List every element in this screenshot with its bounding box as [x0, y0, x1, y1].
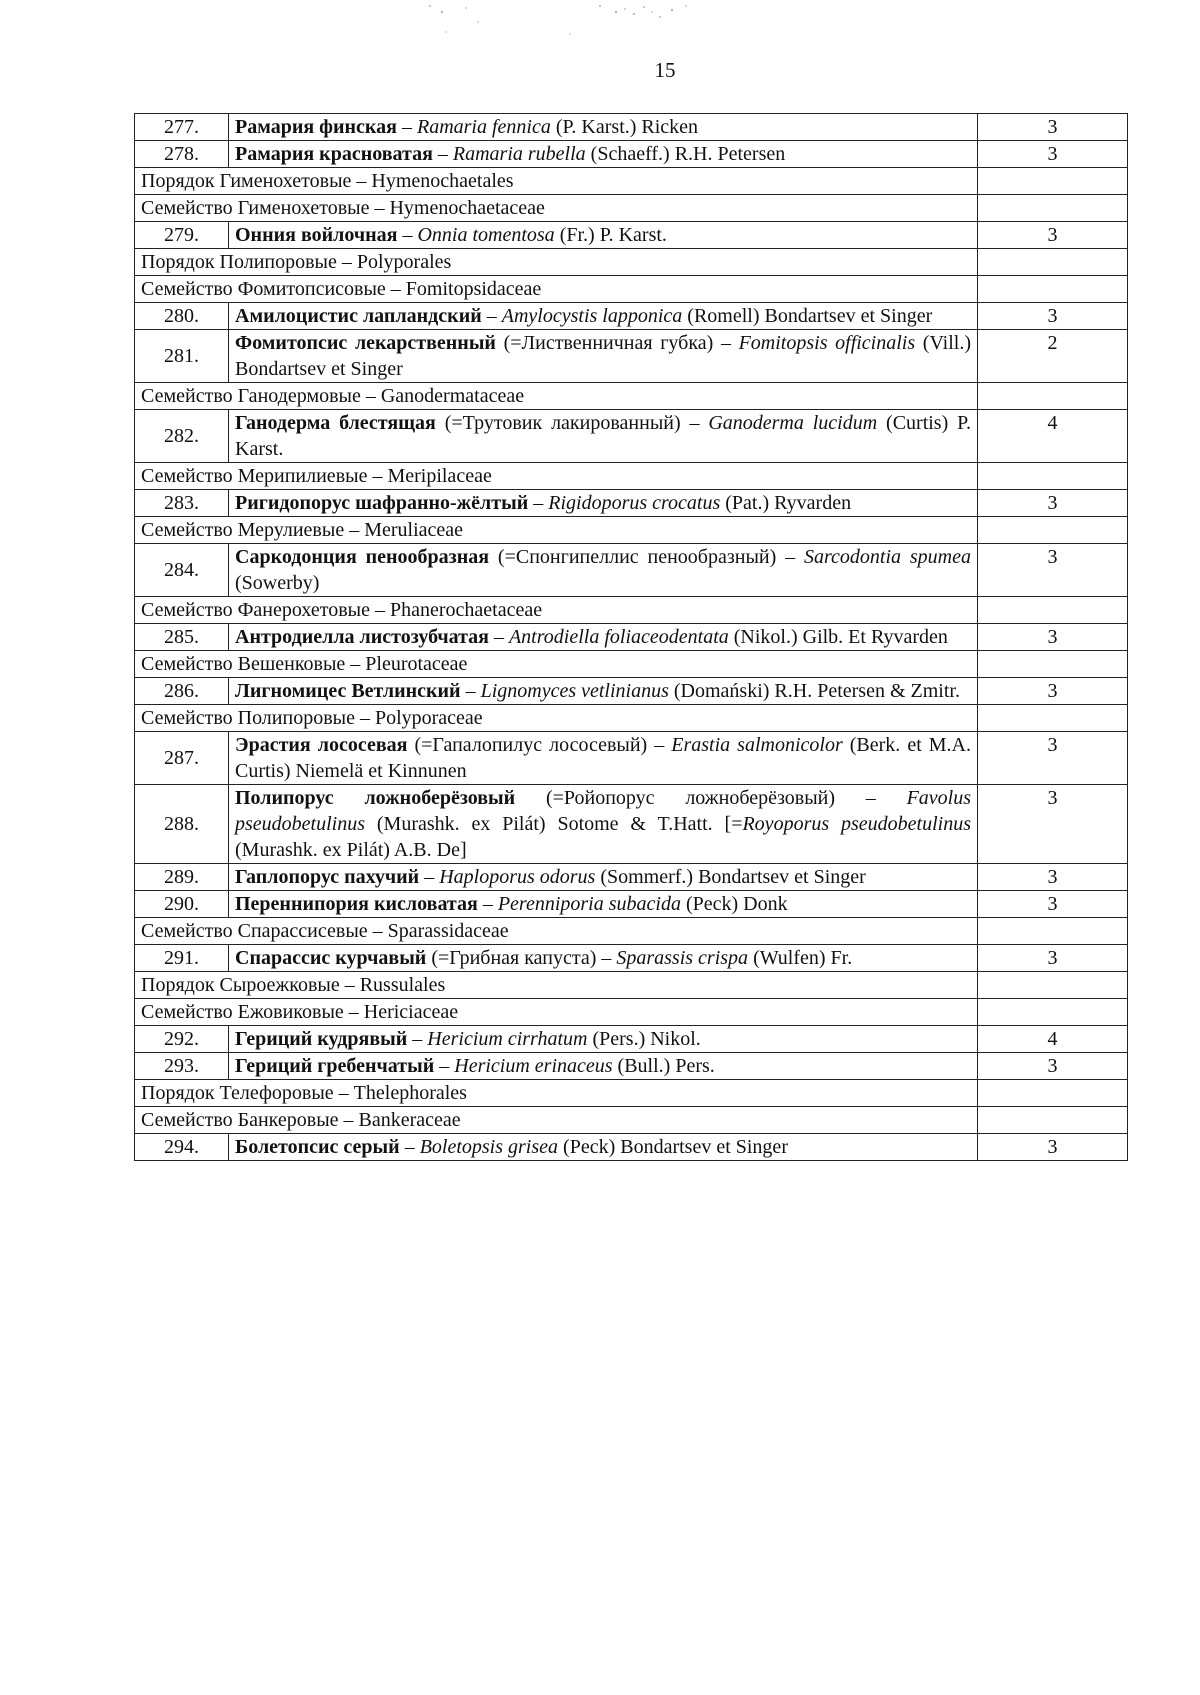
empty-category-cell [978, 168, 1128, 195]
species-name-cell [229, 678, 978, 705]
russian-name: Гериций гребенчатый [235, 1055, 435, 1077]
taxon-group-row [135, 249, 1128, 276]
species-name-cell [229, 114, 978, 141]
taxon-group-row [135, 999, 1128, 1026]
species-row [135, 1134, 1128, 1161]
name-separator: – [397, 224, 418, 246]
taxon-group-heading: Семейство Ганодермовые – Ganodermataceae [135, 383, 978, 410]
taxon-group-row [135, 1080, 1128, 1107]
taxon-group-row [135, 918, 1128, 945]
authority: (Pers.) Nikol. [587, 1028, 701, 1050]
taxon-group-row [135, 383, 1128, 410]
taxon-group-heading: Семейство Фанерохетовые – Phanerochaetaceae [135, 597, 978, 624]
empty-category-cell [978, 517, 1128, 544]
taxon-group-row [135, 597, 1128, 624]
species-number: 278. [135, 141, 229, 168]
species-table-body [135, 114, 1128, 1161]
taxon-group-heading: Семейство Банкеровые – Bankeraceae [135, 1107, 978, 1134]
latin-name: Favolus pseudobetulinus [235, 787, 972, 835]
species-number: 290. [135, 891, 229, 918]
species-number: 285. [135, 624, 229, 651]
taxon-group-heading: Порядок Сыроежковые – Russulales [135, 972, 978, 999]
russian-name: Рамария финская [235, 116, 397, 138]
species-number: 280. [135, 303, 229, 330]
empty-category-cell [978, 918, 1128, 945]
species-name-cell [229, 410, 978, 463]
empty-category-cell [978, 249, 1128, 276]
latin-name: Lignomyces vetlinianus [480, 680, 669, 702]
empty-category-cell [978, 276, 1128, 303]
empty-category-cell [978, 195, 1128, 222]
species-number: 283. [135, 490, 229, 517]
species-name-cell [229, 1053, 978, 1080]
russian-name: Онния войлочная [235, 224, 398, 246]
species-name-cell [229, 785, 978, 864]
russian-name: Гериций кудрявый [235, 1028, 408, 1050]
taxon-group-heading: Семейство Вешенковые – Pleurotaceae [135, 651, 978, 678]
russian-name: Эрастия лососевая [235, 734, 408, 756]
name-separator: (=Ройопорус ложноберёзовый) – [515, 787, 907, 809]
species-row [135, 410, 1128, 463]
taxon-group-heading: Семейство Полипоровые – Polyporaceae [135, 705, 978, 732]
species-row [135, 732, 1128, 785]
name-separator: – [432, 143, 453, 165]
species-number: 292. [135, 1026, 229, 1053]
species-row [135, 544, 1128, 597]
empty-category-cell [978, 999, 1128, 1026]
name-separator: – [396, 116, 417, 138]
species-name-cell [229, 303, 978, 330]
latin-name: Rigidoporus crocatus [548, 492, 721, 514]
name-separator: – [488, 626, 509, 648]
latin-name: Ganoderma lucidum [708, 412, 878, 434]
authority: (Peck) Donk [680, 893, 788, 915]
latin-name: Hericium erinaceus [454, 1055, 613, 1077]
empty-category-cell [978, 1107, 1128, 1134]
species-name-cell [229, 141, 978, 168]
species-row [135, 945, 1128, 972]
taxon-group-row [135, 276, 1128, 303]
species-number: 284. [135, 544, 229, 597]
name-separator: (=Трутовик лакированный) – [435, 412, 709, 434]
russian-name: Болетопсис серый [235, 1136, 400, 1158]
species-name-cell [229, 624, 978, 651]
status-category: 3 [978, 945, 1128, 972]
name-separator: – [419, 866, 440, 888]
taxon-group-heading: Семейство Фомитопсисовые – Fomitopsidaceae [135, 276, 978, 303]
taxon-group-row [135, 195, 1128, 222]
species-number: 293. [135, 1053, 229, 1080]
species-row [135, 1026, 1128, 1053]
authority: (Pat.) Ryvarden [720, 492, 852, 514]
authority: (Wulfen) Fr. [748, 947, 853, 969]
status-category: 3 [978, 114, 1128, 141]
taxon-group-row [135, 705, 1128, 732]
russian-name: Лигномицес Ветлинский [235, 680, 461, 702]
authority: (Peck) Bondartsev et Singer [558, 1136, 788, 1158]
name-separator: – [399, 1136, 420, 1158]
latin-name: Amylocystis lapponica [501, 305, 683, 327]
empty-category-cell [978, 705, 1128, 732]
latin-name: Fomitopsis officinalis [738, 332, 916, 354]
species-row [135, 490, 1128, 517]
status-category: 3 [978, 544, 1128, 597]
species-row [135, 864, 1128, 891]
status-category: 3 [978, 785, 1128, 864]
name-separator: (=Гапалопилус лососевый) – [407, 734, 672, 756]
species-number: 277. [135, 114, 229, 141]
status-category: 2 [978, 330, 1128, 383]
name-separator: – [481, 305, 502, 327]
species-number: 294. [135, 1134, 229, 1161]
empty-category-cell [978, 972, 1128, 999]
species-number: 286. [135, 678, 229, 705]
taxon-group-heading: Порядок Телефоровые – Thelephorales [135, 1080, 978, 1107]
authority: (Berk. et M.A. Curtis) Niemelä et Kinnunen [235, 734, 972, 782]
latin-name: Perenniporia subacida [497, 893, 681, 915]
authority: (Bull.) Pers. [612, 1055, 715, 1077]
status-category: 3 [978, 1053, 1128, 1080]
species-name-cell [229, 490, 978, 517]
russian-name: Гаплопорус пахучий [235, 866, 420, 888]
authority: (Fr.) P. Karst. [554, 224, 667, 246]
name-separator: – [528, 492, 549, 514]
status-category: 3 [978, 732, 1128, 785]
taxon-group-heading: Семейство Мерипилиевые – Meripilaceae [135, 463, 978, 490]
status-category: 3 [978, 141, 1128, 168]
taxon-group-heading: Семейство Гименохетовые – Hymenochaetaceae [135, 195, 978, 222]
status-category: 3 [978, 864, 1128, 891]
status-category: 3 [978, 490, 1128, 517]
species-row [135, 1053, 1128, 1080]
taxon-group-heading: Семейство Ежовиковые – Hericiaceae [135, 999, 978, 1026]
name-separator: – [434, 1055, 455, 1077]
latin-name: Onnia tomentosa [417, 224, 555, 246]
authority: (Sowerby) [235, 572, 320, 594]
latin-synonym: Royoporus pseudobetulinus [742, 813, 971, 835]
empty-category-cell [978, 1080, 1128, 1107]
species-name-cell [229, 1134, 978, 1161]
authority: (Sommerf.) Bondartsev et Singer [595, 866, 866, 888]
russian-name: Рамария красноватая [235, 143, 433, 165]
authority: (Curtis) P. Karst. [235, 412, 972, 460]
species-row [135, 678, 1128, 705]
status-category: 3 [978, 1134, 1128, 1161]
latin-name: Boletopsis grisea [419, 1136, 559, 1158]
species-number: 279. [135, 222, 229, 249]
taxon-group-row [135, 463, 1128, 490]
species-row [135, 222, 1128, 249]
species-name-cell [229, 330, 978, 383]
name-separator: (=Лиственничная губка) – [495, 332, 739, 354]
status-category: 4 [978, 1026, 1128, 1053]
russian-name: Ригидопорус шафранно-жёлтый [235, 492, 529, 514]
taxon-group-heading: Семейство Спарассисевые – Sparassidaceae [135, 918, 978, 945]
empty-category-cell [978, 383, 1128, 410]
species-row [135, 785, 1128, 864]
species-name-cell [229, 732, 978, 785]
species-name-cell [229, 891, 978, 918]
name-separator: (=Спонгипеллис пенообразный) – [489, 546, 804, 568]
status-category: 3 [978, 891, 1128, 918]
russian-name: Антродиелла листозубчатая [235, 626, 489, 648]
species-name-cell [229, 222, 978, 249]
species-number: 291. [135, 945, 229, 972]
authority: (Schaeff.) R.H. Petersen [585, 143, 786, 165]
taxon-group-heading: Порядок Полипоровые – Polyporales [135, 249, 978, 276]
authority: (P. Karst.) Ricken [550, 116, 699, 138]
authority: (Nikol.) Gilb. Et Ryvarden [728, 626, 948, 648]
species-row [135, 303, 1128, 330]
empty-category-cell [978, 463, 1128, 490]
name-separator: – [407, 1028, 428, 1050]
name-separator: – [460, 680, 481, 702]
species-number: 282. [135, 410, 229, 463]
russian-name: Ганодерма блестящая [235, 412, 436, 434]
russian-name: Саркодонция пенообразная [235, 546, 490, 568]
taxon-group-row [135, 651, 1128, 678]
taxon-group-heading: Семейство Мерулиевые – Meruliaceae [135, 517, 978, 544]
taxon-group-row [135, 517, 1128, 544]
species-number: 289. [135, 864, 229, 891]
russian-name: Полипорус ложноберёзовый [235, 787, 516, 809]
species-name-cell [229, 544, 978, 597]
species-row [135, 891, 1128, 918]
russian-name: Амилоцистис лапландский [235, 305, 482, 327]
species-number: 281. [135, 330, 229, 383]
name-separator: (=Грибная капуста) – [426, 947, 617, 969]
authority: (Domański) R.H. Petersen & Zmitr. [668, 680, 960, 702]
page-number: 15 [654, 58, 676, 82]
russian-name: Переннипория кисловатая [235, 893, 478, 915]
latin-name: Sparassis crispa [616, 947, 749, 969]
species-name-cell [229, 1026, 978, 1053]
russian-name: Спарассис курчавый [235, 947, 427, 969]
species-row [135, 141, 1128, 168]
taxon-group-heading: Порядок Гименохетовые – Hymenochaetales [135, 168, 978, 195]
latin-name: Hericium cirrhatum [427, 1028, 588, 1050]
species-name-cell [229, 945, 978, 972]
scan-noise [420, 0, 780, 40]
taxon-group-row [135, 168, 1128, 195]
synonym-authority: (Murashk. ex Pilát) A.B. De] [235, 839, 467, 861]
status-category: 3 [978, 678, 1128, 705]
status-category: 4 [978, 410, 1128, 463]
latin-name: Erastia salmonicolor [671, 734, 843, 756]
empty-category-cell [978, 597, 1128, 624]
latin-name: Ramaria fennica [416, 116, 551, 138]
latin-name: Haploporus odorus [439, 866, 596, 888]
species-row [135, 624, 1128, 651]
authority: (Romell) Bondartsev et Singer [682, 305, 933, 327]
latin-name: Antrodiella foliaceodentata [508, 626, 729, 648]
taxon-group-row [135, 1107, 1128, 1134]
status-category: 3 [978, 303, 1128, 330]
latin-name: Ramaria rubella [452, 143, 586, 165]
species-row [135, 114, 1128, 141]
name-separator: – [477, 893, 498, 915]
species-row [135, 330, 1128, 383]
latin-name: Sarcodontia spumea [804, 546, 972, 568]
taxon-group-row [135, 972, 1128, 999]
empty-category-cell [978, 651, 1128, 678]
authority: (Vill.) Bondartsev et Singer [235, 332, 972, 380]
status-category: 3 [978, 624, 1128, 651]
russian-name: Фомитопсис лекарственный [235, 332, 496, 354]
species-number: 287. [135, 732, 229, 785]
species-table [134, 113, 1128, 1161]
authority: (Murashk. ex Pilát) Sotome & T.Hatt. [= [365, 813, 743, 835]
species-number: 288. [135, 785, 229, 864]
status-category: 3 [978, 222, 1128, 249]
species-name-cell [229, 864, 978, 891]
